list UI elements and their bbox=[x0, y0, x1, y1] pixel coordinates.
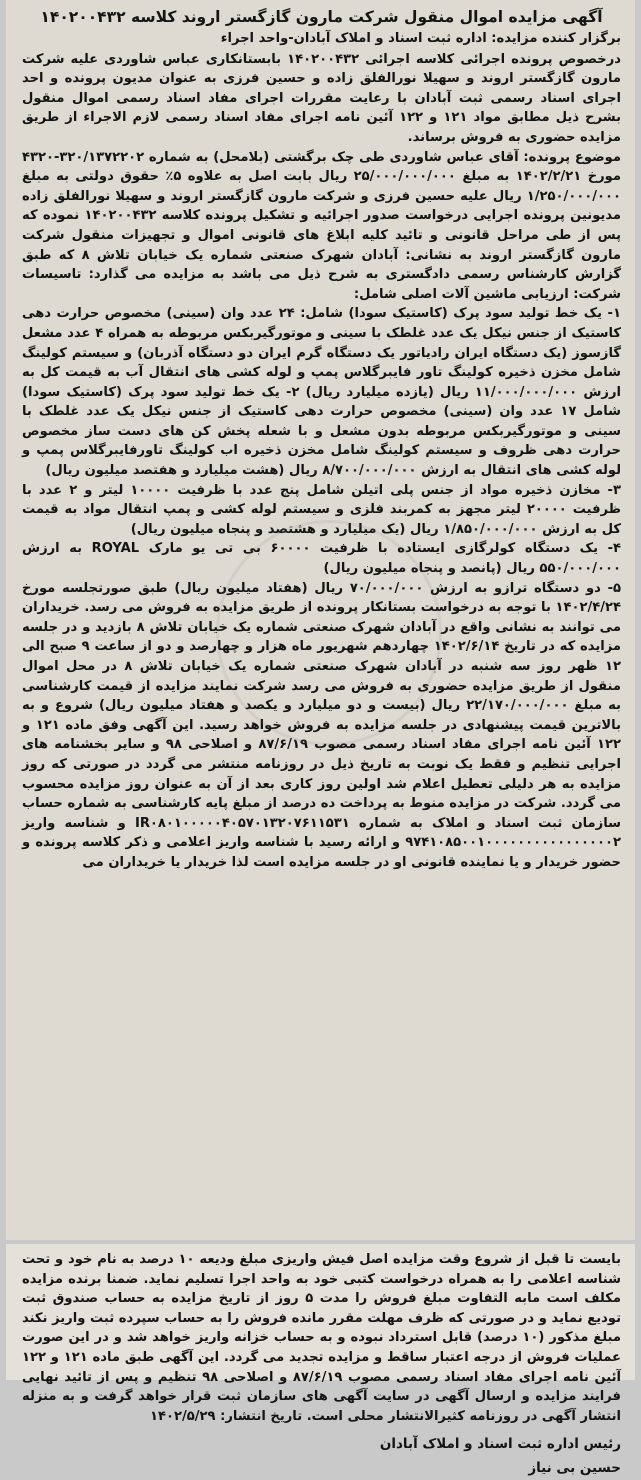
continuation-paragraph bbox=[22, 1250, 621, 1426]
continuation-text: بایست تا قبل از شروع وقت مزایده اصل فیش واریزی مبلغ ودیعه ۱۰ درصد به نام خود و تحت شناسه اعلامی را به همراه درخواست کتبی خود به واحد اجرا تسلیم نماید. ضمنا برنده مزایده مکلف است مابه التفاوت مبلغ فروش را مدت ۵ روز از تاریخ مزایده به حساب صندوق ثبت تودیع نماید و در صورتی که ظرف مهلت مقرر مانده فروش را به حساب سپرده ثبت واریز نکند مبلغ مذکور (۱۰ درصد) قابل استرداد نبوده و به حساب خزانه واریز خواهد شد و در این صورت عملیات فروش از درجه اعتبار ساقط و مزایده تجدید می گردد. این آگهی طبق ماده ۱۲۱ و ۱۲۲ آئین نامه اجرای مفاد اسناد رسمی مصوب ۸۷/۶/۱۹ و اصلاحی ۹۸ تنظیم و پس از تائید نهایی فرایند مزایده و ارسال آگهی در سایت آگهی های سازمان ثبت قرار خواهد گرفت و به منزله انتشار آگهی در روزنامه کثیرالانتشار محلی است. bbox=[22, 1252, 622, 1424]
item-4: ۴- یک دستگاه کولرگازی ایستاده با ظرفیت ۶۰۰۰۰ بی تی یو مارک ROYAL به ارزش ۵۵۰/۰۰۰/۰۰۰ ریال (پانصد و پنجاه میلیون ریال) bbox=[22, 541, 622, 577]
publish-date: تاریخ انتشار: ۱۴۰۲/۵/۲۹ bbox=[150, 1408, 303, 1424]
signature-title: رئیس اداره ثبت اسناد و املاک آبادان bbox=[379, 1436, 621, 1453]
notice-title: آگهی مزایده اموال منقول شرکت مارون گازگستر اروند کلاسه ۱۴۰۲۰۰۴۳۲ bbox=[40, 8, 603, 26]
notice-clipping-main bbox=[6, 0, 635, 1240]
item-5-terms: ۵- دو دستگاه ترازو به ارزش ۷۰/۰۰۰/۰۰۰ ریال (هفتاد میلیون ریال) طبق صورتجلسه مورخ ۱۴۰۲/۴/۲۴ با توجه به درخواست بستانکار پرونده از طریق مزایده به فروش می رسد. خریداران می توانند به نشانی واقع در آبادان شهرک صنعتی شماره یک خیابان تلاش ۸ بازدید و در جلسه مزایده که در تاریخ ۱۴۰۲/۶/۱۴ چهاردهم شهریور ماه هزار و چهارصد و دو از ساعت ۹ صبح الی ۱۲ ظهر روز سه شنبه در آبادان شهرک صنعتی شماره یک خیابان تلاش ۸ در محل اموال منقول از طریق مزایده حضوری به فروش می رسد شرکت نمایند مزایده از قیمت کارشناسی به مبلغ ۲۲/۱۷۰/۰۰۰/۰۰۰ ریال (بیست و دو میلیارد و یکصد و هفتاد میلیون ریال) شروع و به بالاترین قیمت پیشنهادی در جلسه مزایده به فروش خواهد رسید. این آگهی وفق ماده ۱۲۱ و ۱۲۲ آئین نامه اجرای مفاد اسناد رسمی مصوب ۸۷/۶/۱۹ و اصلاحی ۹۸ و سایر بخشنامه های اجرایی تنظیم و فقط یک نوبت به تاریخ ذیل در روزنامه منتشر می گردد در صورتی که روز مزایده به هر دلیلی تعطیل اعلام شد اولین روز کاری بعد از آن به عنوان روز مزایده محسوب می گردد. شرکت در مزایده منوط به پرداخت ده درصد از مبلغ پایه کارشناسی به شماره حساب سازمان ثبت اسناد و املاک به شماره IR۰۸۰۱۰۰۰۰۰۴۰۵۷۰۱۳۲۰۷۶۱۱۵۳۱ و شناسه واریز ۹۷۴۱۰۸۵۰۰۱۰۰۰۰۰۰۰۰۰۰۰۰۰۰۰۰۲ و ارائه رسید با شناسه واریز اعلامی و ذکر کلاسه پرونده و حضور خریدار و یا نماینده قانونی او در جلسه مزایده است لذا خریدار یا خریداران می bbox=[22, 580, 622, 870]
item-3: ۳- مخازن ذخیره مواد از جنس پلی اتیلن شامل پنج عدد با ظرفیت ۱۰۰۰۰ لیتر و ۲ عدد با ظرفیت ۲۰۰۰۰ لیتر مجهز به کمربند فلزی و سیستم لوله کشی و پمپ انتقال مواد به قیمت کل به ارزش ۱/۸۵۰/۰۰۰/۰۰۰ ریال (یک میلیارد و هشتصد و پنجاه میلیون ریال) bbox=[22, 482, 621, 537]
signature-name: حسین بی نیاز bbox=[528, 1460, 621, 1477]
notice-clipping-continuation bbox=[6, 1244, 635, 1477]
signature-block bbox=[22, 1432, 621, 1480]
item-1-2: ۱- یک خط تولید سود پرک (کاستیک سودا) شامل: ۲۴ عدد وان (سینی) مخصوص حرارت دهی کاستیک از جنس نیکل یک عدد غلطک با سینی و موتورگیربکس مربوطه به همراه ۴ عدد مشعل گازسوز (یک دستگاه ایران رادیاتور یک دستگاه گرم ایران دو دستگاه آذربان) و سیستم کولینگ شامل مخزن ذخیره کولینگ تاور فایبرگلاس پمپ و لوله کشی های انتقال آب به قیمت کل به ارزش ۱۱/۰۰۰/۰۰۰/۰۰۰ ریال (یازده میلیارد ریال) ۲- یک خط تولید سود پرک (کاستیک سودا) شامل ۱۷ عدد وان (سینی) مخصوص حرارت دهی کاستیک از جنس نیکل یک عدد غلطک با سینی و موتورگیربکس مربوطه بدون مشعل و با شعله پخش کن های دست ساز مخصوص حرارت دهی ظروف و سیستم کولینگ شامل مخزن ذخیره اب کولینگ تاورفایبرگلاس پمپ و لوله کشی های انتقال به ارزش ۸/۷۰۰/۰۰۰/۰۰۰ ریال (هشت میلیارد و هفتصد میلیون ریال) bbox=[22, 306, 621, 479]
organizer-line: برگزار کننده مزایده: اداره ثبت اسناد و املاک آبادان-واحد اجراء bbox=[220, 31, 621, 46]
subject-paragraph: موضوع پرونده: آقای عباس شاوردی طی چک برگشتی (بلامحل) به شماره ۳۲۰/۱۳۷۲۲۰۲-۴۳۲۰ مورخ ۱۴۰۲/۲/۲۱ به مبلغ ۲۵/۰۰۰/۰۰۰/۰۰۰ ریال بابت اصل به علاوه ۵٪ حقوق دولتی به مبلغ ۱/۲۵۰/۰۰۰/۰۰۰ ریال علیه حسین فرزی و شرکت مارون گازگستر اروند و سهیلا نورالفلق زاده مدیونین پرونده اجرایی درخواست صدور اجرائیه و تشکیل پرونده کلاسه ۱۴۰۲۰۰۴۳۲ نموده که پس از طی مراحل قانونی و تائید کلیه ابلاغ های قانونی اموال و تجهیزات منقول شرکت مارون گازگستر اروند به نشانی: آبادان شهرک صنعتی شماره یک خیابان تلاش ۸ که طبق گزارش کارشناس رسمی دادگستری به شرح ذیل می باشد به مزایده می گذارد: تاسیسات شرکت: ارزیابی ماشین آلات اصلی شامل: bbox=[22, 149, 621, 302]
intro-paragraph: درخصوص پرونده اجرائی کلاسه اجرائی ۱۴۰۲۰۰۴۳۲ بابستانکاری عباس شاوردی علیه شرکت مارون گازگستر اروند و سهیلا نورالفلق زاده و حسین فرزی به عنوان مدیون پرونده و احد اجرای اسناد رسمی ثبت آبادان با رعایت مقررات اجرای مفاد اسناد رسمی اموال منقول بشرح ذیل مطابق مواد ۱۲۱ و ۱۲۲ آئین نامه اجرای مفاد اسناد رسمی لازم الاجراء از طریق مزایده حضوری به فروش برساند. bbox=[22, 51, 621, 145]
